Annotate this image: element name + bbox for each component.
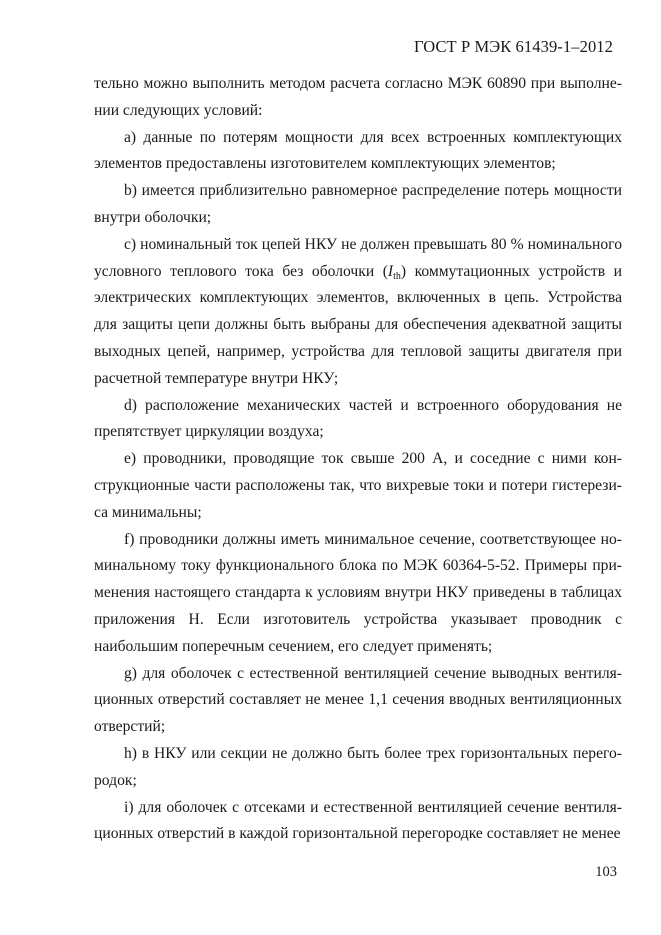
document-body [94, 71, 622, 848]
rated-current-symbol: I [387, 262, 394, 280]
page-number: 103 [595, 864, 617, 880]
paragraph-item-e: e) проводники, проводящие ток свыше 200 А, и соседние с ними кон-струкционные части расположены так, что вихревые токи и потери гистерези-са минимальны; [94, 450, 622, 521]
paragraph-item-a: а) данные по потерям мощности для всех встроенных комплектующих элементов предоставлены изготовителем комплектующих элементов; [94, 128, 622, 173]
paragraph-item-d: d) расположение механических частей и встроенного оборудования не препятствует циркуляции воздуха; [94, 396, 622, 441]
paragraph-item-c-text-end: ) коммутационных устройств и электрических комплектующих элементов, включенных в цепь. Устройства для защиты цепи должны быть выбраны для обеспечения адекватной защиты выходных цепей, например, устройства для тепловой защиты двигателя при расчетной температуре внутри НКУ; [94, 262, 622, 387]
paragraph-intro: тельно можно выполнить методом расчета согласно МЭК 60890 при выполне-нии следующих условий: [94, 75, 622, 119]
paragraph-item-i: i) для оболочек с отсеками и естественной вентиляцией сечение вентиля-ционных отверстий в каждой горизонтальной перегородке составляет не менее [94, 798, 622, 843]
standard-header: ГОСТ Р МЭК 61439-1–2012 [414, 37, 613, 56]
paragraph-item-b: b) имеется приблизительно равномерное распределение потерь мощности внутри оболочки; [94, 182, 622, 226]
rated-current-subscript: th [393, 270, 401, 282]
paragraph-item-h: h) в НКУ или секции не должно быть более трех горизонтальных перего-родок; [94, 744, 622, 789]
paragraph-item-c-text-start: c) номинальный ток цепей НКУ не должен превышать 80 % номинального условного теплового тока без оболочки ( [94, 235, 622, 280]
paragraph-item-c [94, 232, 622, 393]
paragraph-item-g: g) для оболочек с естественной вентиляцией сечение выводных вентиля-ционных отверстий составляет не менее 1,1 сечения вводных вентиляционных отверстий; [94, 664, 622, 736]
paragraph-item-f: f) проводники должны иметь минимальное сечение, соответствующее но-минальному току функционального блока по МЭК 60364-5-52. Примеры при-менения настоящего стандарта к условиям внутри НКУ приведены в таблицах приложения Н. Если изготовитель устройства указывает проводник с наибольшим поперечным сечением, его следует применять; [94, 530, 622, 655]
